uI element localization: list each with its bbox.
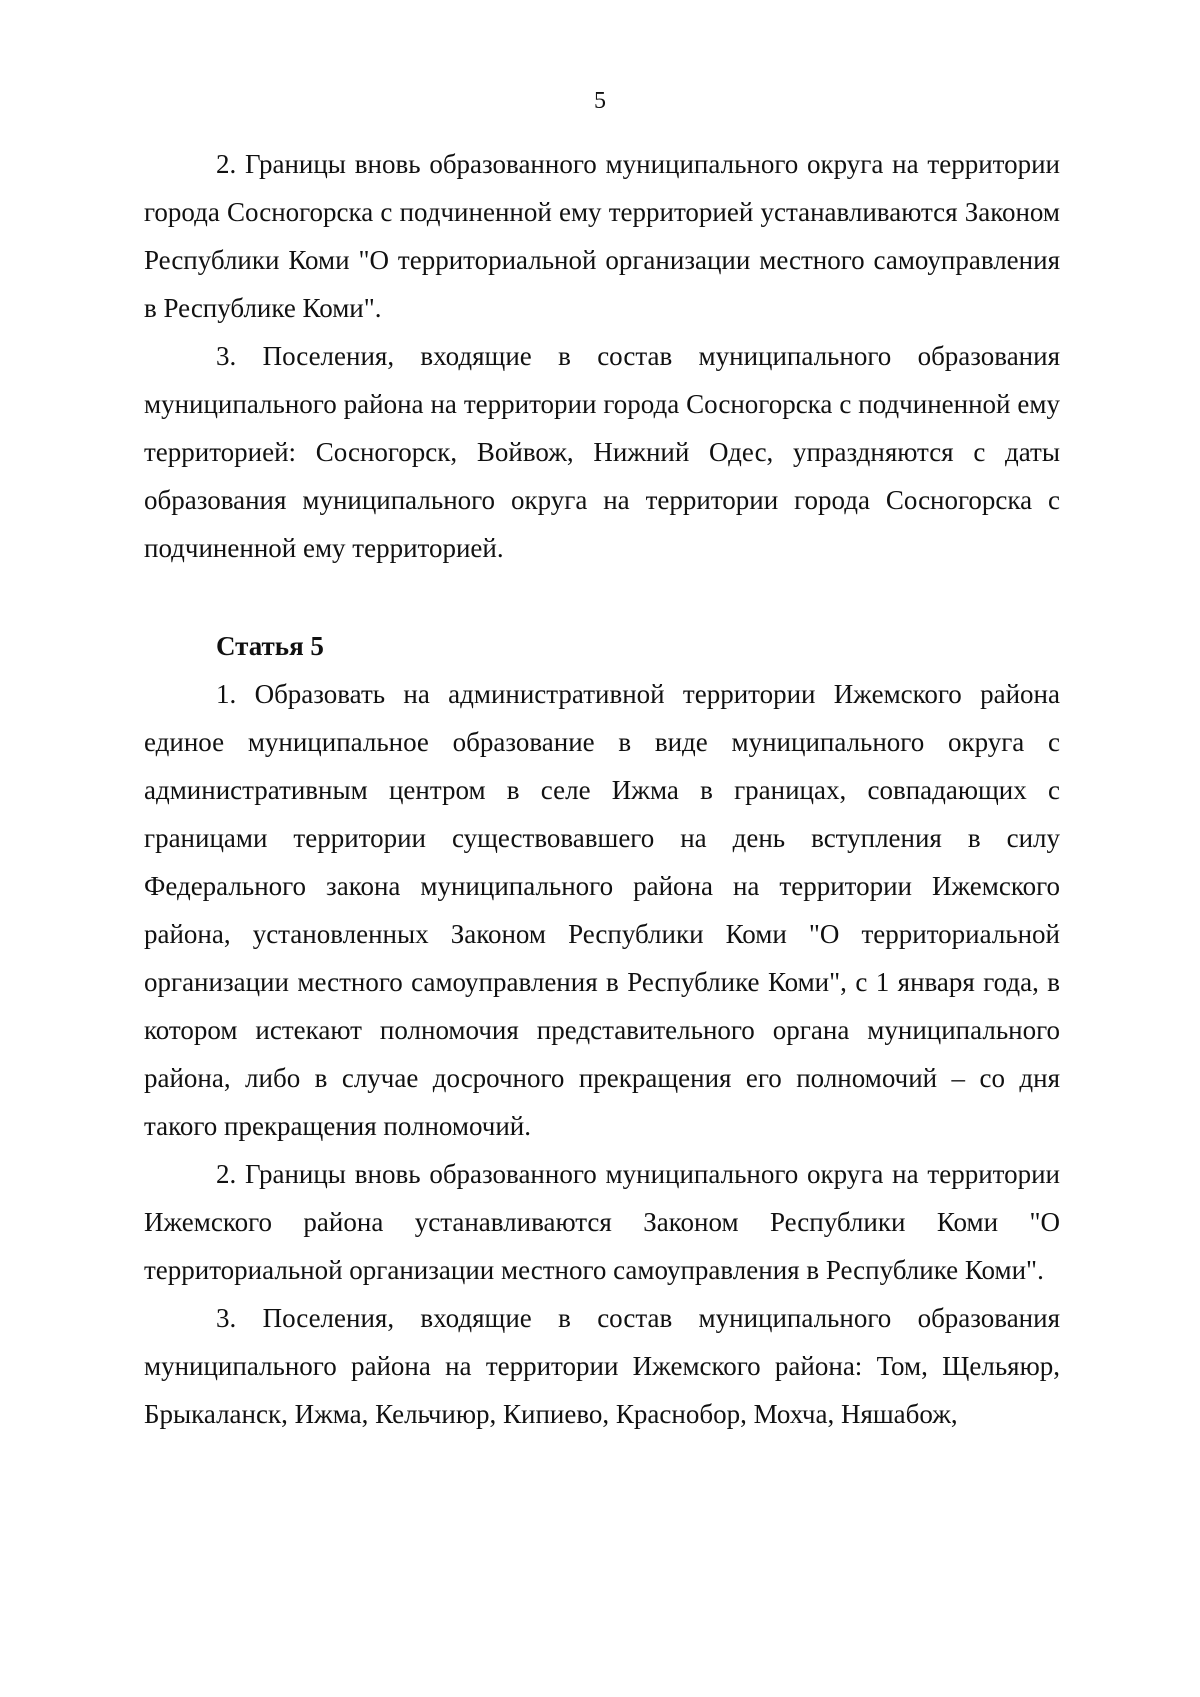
paragraph: 3. Поселения, входящие в состав муниципального образования муниципального района на территории Ижемского района: Том, Щельяюр, Брыкаланск, Ижма, Кельчиюр, Кипиево, Краснобор, Мохча, Няшабож, (144, 1303, 1060, 1429)
page-number: 5 (594, 88, 606, 114)
paragraph: 1. Образовать на административной территории Ижемского района единое муниципальное образование в виде муниципального округа с административным центром в селе Ижма в границах, совпадающих с границами территории существовавшего на день вступления в силу Федерального закона муниципального района на территории Ижемского района, установленных Законом Республики Коми "О территориальной организации местного самоуправления в Республике Коми", с 1 января года, в котором истекают полномочия представительного органа муниципального района, либо в случае досрочного прекращения его полномочий – со дня такого прекращения полномочий. (144, 679, 1060, 1141)
paragraph: 3. Поселения, входящие в состав муниципального образования муниципального района на территории города Сосногорска с подчиненной ему территорией: Сосногорск, Войвож, Нижний Одес, упраздняются с даты образования муниципального округа на территории города Сосногорска с подчиненной ему территорией. (144, 341, 1060, 563)
article-heading: Статья 5 (216, 631, 324, 661)
paragraph: 2. Границы вновь образованного муниципального округа на территории Ижемского района устанавливаются Законом Республики Коми "О территориальной организации местного самоуправления в Республике Коми". (144, 1159, 1060, 1285)
paragraph: 2. Границы вновь образованного муниципального округа на территории города Сосногорска с подчиненной ему территорией устанавливаются Законом Республики Коми "О территориальной организации местного самоуправления в Республике Коми". (144, 149, 1060, 323)
document-body (144, 140, 1060, 1438)
